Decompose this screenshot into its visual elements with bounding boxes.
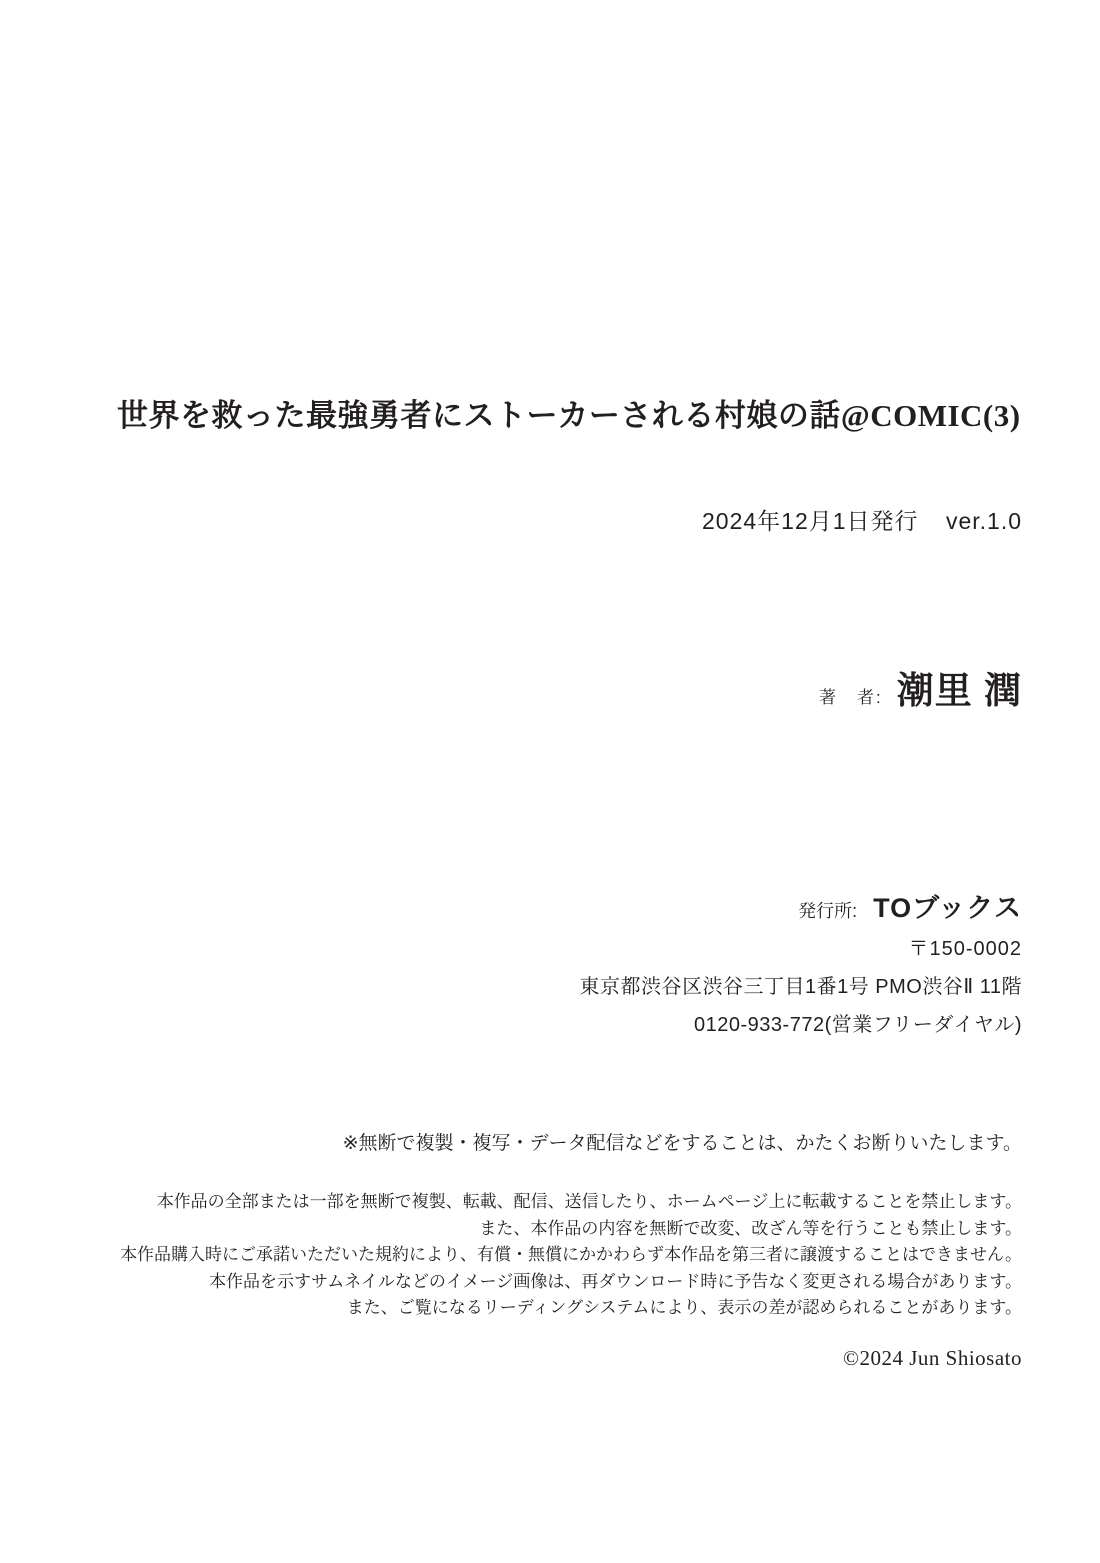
terms-line: 本作品を示すサムネイルなどのイメージ画像は、再ダウンロード時に予告なく変更される場合があります。 [209, 1271, 1022, 1291]
terms-block [120, 1189, 1022, 1322]
publication-info [702, 503, 1022, 536]
publisher-block [579, 886, 1022, 1037]
terms-line: 本作品の全部または一部を無断で複製、転載、配信、送信したり、ホームページ上に転載することを禁止します。 [156, 1192, 1022, 1211]
terms-line: 本作品購入時にご承諾いただいた規約により、有償・無償にかかわらず本作品を第三者に譲渡することはできません。 [119, 1245, 1022, 1264]
publisher-row [579, 886, 1022, 925]
reproduction-notice: ※無断で複製・複写・データ配信などをすることは、かたくお断りいたします。 [342, 1133, 1022, 1154]
terms-line: また、ご覧になるリーディングシステムにより、表示の差が認められることがあります。 [346, 1298, 1022, 1317]
author-row [819, 660, 1022, 714]
publisher-postal-code: 〒150-0002 [908, 938, 1022, 960]
publisher-address: 東京都渋谷区渋谷三丁目1番1号 PMO渋谷Ⅱ 11階 [579, 976, 1022, 998]
copyright-notice: ©2024 Jun Shiosato [843, 1346, 1022, 1370]
version-number: ver.1.0 [945, 508, 1022, 534]
publisher-label: 発行所: [798, 901, 858, 921]
publication-date: 2024年12月1日発行 [702, 508, 919, 534]
author-name: 潮里 潤 [896, 670, 1022, 711]
author-label: 著 者: [818, 688, 883, 707]
terms-line: また、本作品の内容を無断で改変、改ざん等を行うことも禁止します。 [479, 1218, 1022, 1238]
book-title: 世界を救った最強勇者にストーカーされる村娘の話@COMIC(3) [117, 398, 1021, 433]
publisher-phone: 0120-933-772(営業フリーダイヤル) [694, 1014, 1022, 1036]
publisher-name: TOブックス [873, 893, 1022, 923]
